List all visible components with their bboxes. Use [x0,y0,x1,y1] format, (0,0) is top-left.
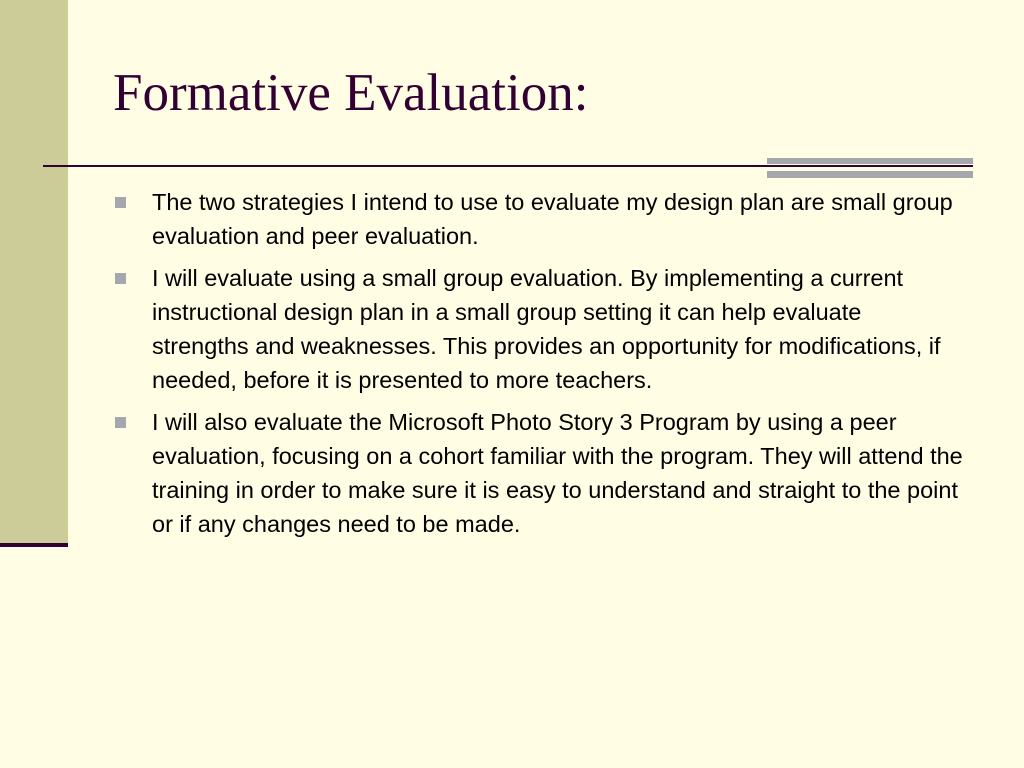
bullet-item [113,185,963,253]
square-bullet-icon [115,273,126,284]
title-accent-bars [767,158,973,178]
bullet-list [113,185,963,549]
square-bullet-icon [115,417,126,428]
slide-title: Formative Evaluation: [113,64,589,122]
bullet-item [113,405,963,541]
accent-bar-bottom [767,171,973,178]
square-bullet-icon [115,197,126,208]
bullet-text: I will also evaluate the Microsoft Photo Story 3 Program by using a peer evaluation, focusing on a cohort familiar with the program. They will attend the training in order to make sure it is easy to understand and straight to the point or if any changes need to be made. [152,409,963,537]
accent-bar-top [767,158,973,164]
bullet-item [113,261,963,397]
side-decoration-bar [0,0,68,545]
bullet-text: I will evaluate using a small group evaluation. By implementing a current instructional design plan in a small group setting it can help evaluate strengths and weaknesses. This provides an opportunity for modifications, if needed, before it is presented to more teachers. [152,265,941,393]
side-decoration-line [0,543,68,547]
bullet-text: The two strategies I intend to use to evaluate my design plan are small group evaluation and peer evaluation. [152,189,953,249]
